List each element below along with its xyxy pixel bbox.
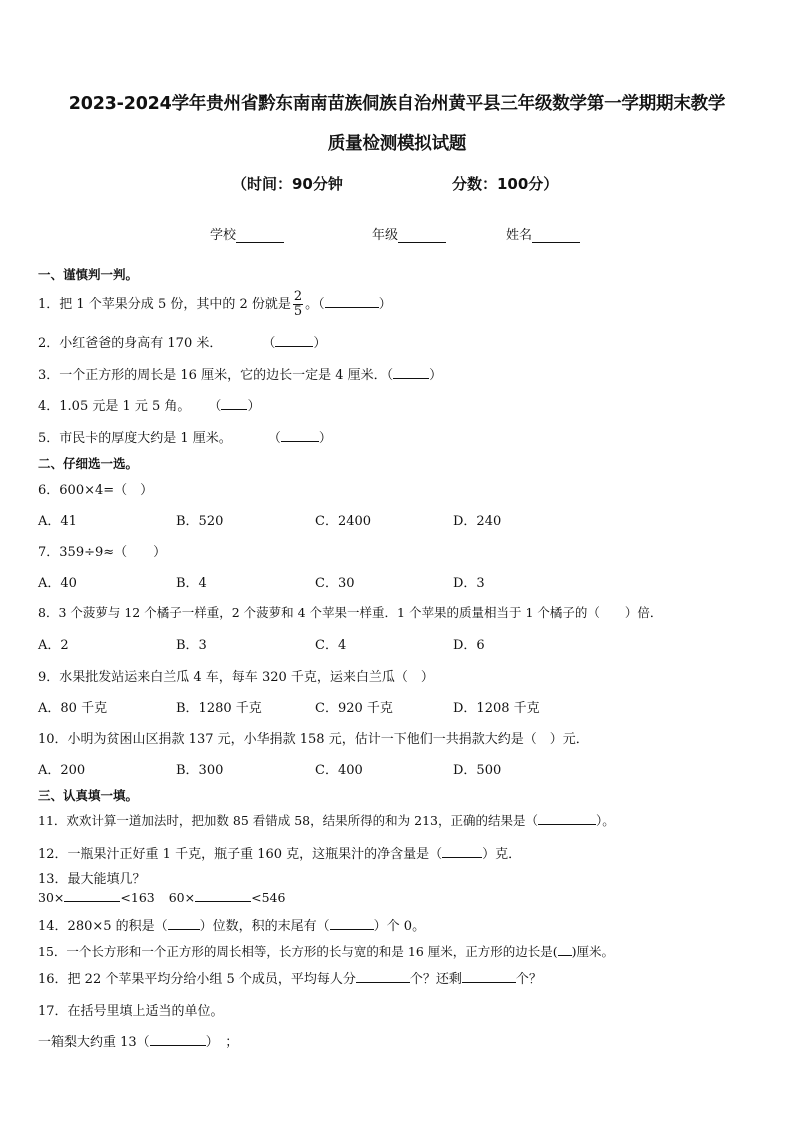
question-5 bbox=[38, 427, 332, 446]
q9-option-b[interactable]: B．1280 千克 bbox=[176, 701, 262, 716]
exam-title-line2: 质量检测模拟试题 bbox=[327, 134, 467, 154]
question-4 bbox=[38, 395, 260, 414]
q15-text: 15．一个长方形和一个正方形的周长相等，长方形的长与宽的和是 16 厘米，正方形的边长是( bbox=[38, 944, 558, 959]
q14-text-1: 14．280×5 的积是（ bbox=[38, 919, 168, 934]
name-blank[interactable] bbox=[532, 228, 580, 243]
q6-option-b[interactable]: B．520 bbox=[176, 514, 224, 529]
q17-unit-blank[interactable] bbox=[150, 1032, 206, 1046]
q16-each-blank[interactable] bbox=[356, 969, 410, 983]
question-15 bbox=[38, 942, 614, 960]
q1-paren-open: 。（ bbox=[305, 297, 325, 312]
q13a-label: 30× bbox=[38, 890, 65, 905]
q2-paren-open: （ bbox=[262, 336, 276, 351]
q16-text: 16．把 22 个苹果平均分给小组 5 个成员，平均每人分 bbox=[38, 972, 356, 987]
q4-paren-open: （ bbox=[208, 399, 222, 414]
fraction bbox=[293, 290, 303, 319]
q6-option-c[interactable]: C．2400 bbox=[315, 514, 372, 529]
fraction-numerator: 2 bbox=[293, 289, 303, 304]
q9-option-d[interactable]: D．1208 千克 bbox=[453, 701, 540, 716]
q5-answer-blank[interactable] bbox=[281, 428, 319, 442]
section-1-heading: 一、谨慎判一判。 bbox=[38, 267, 139, 282]
q1-answer-blank[interactable] bbox=[325, 294, 379, 308]
question-16 bbox=[38, 968, 542, 987]
q3-text: 3．一个正方形的周长是 16 厘米，它的边长一定是 4 厘米．（ bbox=[38, 368, 394, 383]
q8-option-c[interactable]: C．4 bbox=[315, 638, 347, 653]
exam-title-line1: 2023-2024学年贵州省黔东南南苗族侗族自治州黄平县三年级数学第一学期期末教学 bbox=[68, 94, 726, 114]
school-blank[interactable] bbox=[236, 228, 284, 243]
question-17: 17．在括号里填上适当的单位。 bbox=[38, 1004, 224, 1019]
q8-option-b[interactable]: B．3 bbox=[176, 638, 207, 653]
question-1 bbox=[38, 290, 392, 319]
q16-end-text: 个？ bbox=[515, 972, 542, 987]
q16-remain-blank[interactable] bbox=[462, 969, 516, 983]
q12-answer-blank[interactable] bbox=[442, 844, 482, 858]
q10-option-b[interactable]: B．300 bbox=[176, 763, 224, 778]
name-field[interactable] bbox=[506, 224, 580, 243]
q7-option-c[interactable]: C．30 bbox=[315, 576, 355, 591]
school-label: 学校 bbox=[210, 228, 237, 243]
grade-blank[interactable] bbox=[398, 228, 446, 243]
school-field[interactable] bbox=[210, 224, 284, 243]
q16-mid-text: 个？还剩 bbox=[409, 972, 462, 987]
grade-field[interactable] bbox=[372, 224, 446, 243]
q9-option-c[interactable]: C．920 千克 bbox=[315, 701, 393, 716]
question-2 bbox=[38, 332, 326, 351]
question-13-items bbox=[38, 888, 285, 905]
question-13: 13．最大能填几？ bbox=[38, 872, 146, 887]
q13b-answer-blank[interactable] bbox=[195, 888, 251, 902]
question-10: 10．小明为贫困山区捐款 137 元，小华捐款 158 元，估计一下他们一共捐款大约是（ ）元． bbox=[38, 732, 589, 747]
q8-option-a[interactable]: A．2 bbox=[38, 638, 69, 653]
question-8: 8．3 个菠萝与 12 个橘子一样重，2 个菠萝和 4 个苹果一样重．1 个苹果的质量相当于 1 个橘子的（ ）倍． bbox=[38, 605, 663, 620]
q11-answer-blank[interactable] bbox=[538, 811, 596, 825]
question-11 bbox=[38, 811, 615, 829]
q6-option-a[interactable]: A．41 bbox=[38, 514, 77, 529]
question-7: 7．359÷9≈（ ） bbox=[38, 545, 167, 560]
q15-unit: )厘米。 bbox=[571, 944, 615, 959]
q9-option-a[interactable]: A．80 千克 bbox=[38, 701, 108, 716]
q1-text: 1．把 1 个苹果分成 5 份，其中的 2 份就是 bbox=[38, 297, 291, 312]
q2-paren-close: ） bbox=[313, 336, 327, 351]
q17-paren-close: ） ； bbox=[205, 1035, 239, 1050]
question-9: 9．水果批发站运来白兰瓜 4 车，每车 320 千克，运来白兰瓜（ ） bbox=[38, 670, 434, 685]
q13b-label: 60× bbox=[168, 890, 196, 905]
q3-answer-blank[interactable] bbox=[393, 365, 429, 379]
grade-label: 年级 bbox=[372, 228, 399, 243]
q5-text: 5．市民卡的厚度大约是 1 厘米。 bbox=[38, 431, 232, 446]
q14-text-2: ）位数，积的末尾有（ bbox=[199, 919, 330, 934]
q5-paren-open: （ bbox=[267, 431, 281, 446]
q13b-bound: <546 bbox=[251, 890, 286, 905]
section-3-heading: 三、认真填一填。 bbox=[38, 788, 139, 803]
q5-paren-close: ） bbox=[318, 431, 332, 446]
q14-digits-blank[interactable] bbox=[168, 916, 200, 930]
q7-option-d[interactable]: D．3 bbox=[453, 576, 485, 591]
q13a-answer-blank[interactable] bbox=[64, 888, 120, 902]
question-17-item bbox=[38, 1031, 238, 1050]
q4-answer-blank[interactable] bbox=[221, 396, 247, 410]
fraction-denominator: 5 bbox=[293, 304, 303, 319]
q11-paren-close: ）。 bbox=[595, 813, 615, 828]
section-2-heading: 二、仔细选一选。 bbox=[38, 456, 139, 471]
question-12 bbox=[38, 843, 521, 862]
q17-item-text: 一箱梨大约重 13（ bbox=[38, 1035, 150, 1050]
q4-paren-close: ） bbox=[247, 399, 261, 414]
q10-option-c[interactable]: C．400 bbox=[315, 763, 363, 778]
q15-answer-blank[interactable] bbox=[558, 942, 572, 956]
question-14 bbox=[38, 915, 425, 934]
exam-time: （时间：90分钟 bbox=[232, 175, 343, 193]
q3-paren-close: ） bbox=[429, 368, 443, 383]
q13a-bound: <163 bbox=[120, 890, 155, 905]
q10-option-d[interactable]: D．500 bbox=[453, 763, 502, 778]
q1-paren-close: ） bbox=[378, 297, 392, 312]
q8-option-d[interactable]: D．6 bbox=[453, 638, 485, 653]
q11-text: 11．欢欢计算一道加法时，把加数 85 看错成 58，结果所得的和为 213，正确的结果是（ bbox=[38, 813, 538, 828]
exam-score: 分数：100分） bbox=[452, 175, 559, 193]
q6-option-d[interactable]: D．240 bbox=[453, 514, 502, 529]
q10-option-a[interactable]: A．200 bbox=[38, 763, 86, 778]
q14-text-3: ）个 0。 bbox=[373, 919, 426, 934]
question-3 bbox=[38, 364, 442, 383]
q12-unit: ）克． bbox=[482, 847, 522, 862]
q7-option-b[interactable]: B．4 bbox=[176, 576, 207, 591]
q14-zeros-blank[interactable] bbox=[330, 916, 374, 930]
q2-text: 2．小红爸爸的身高有 170 米． bbox=[38, 336, 223, 351]
question-6: 6．600×4=（ ） bbox=[38, 483, 154, 498]
q12-text: 12．一瓶果汁正好重 1 千克，瓶子重 160 克，这瓶果汁的净含量是（ bbox=[38, 847, 443, 862]
q7-option-a[interactable]: A．40 bbox=[38, 576, 77, 591]
q4-text: 4．1.05 元是 1 元 5 角。 bbox=[38, 399, 191, 414]
name-label: 姓名 bbox=[506, 228, 533, 243]
q2-answer-blank[interactable] bbox=[275, 333, 313, 347]
